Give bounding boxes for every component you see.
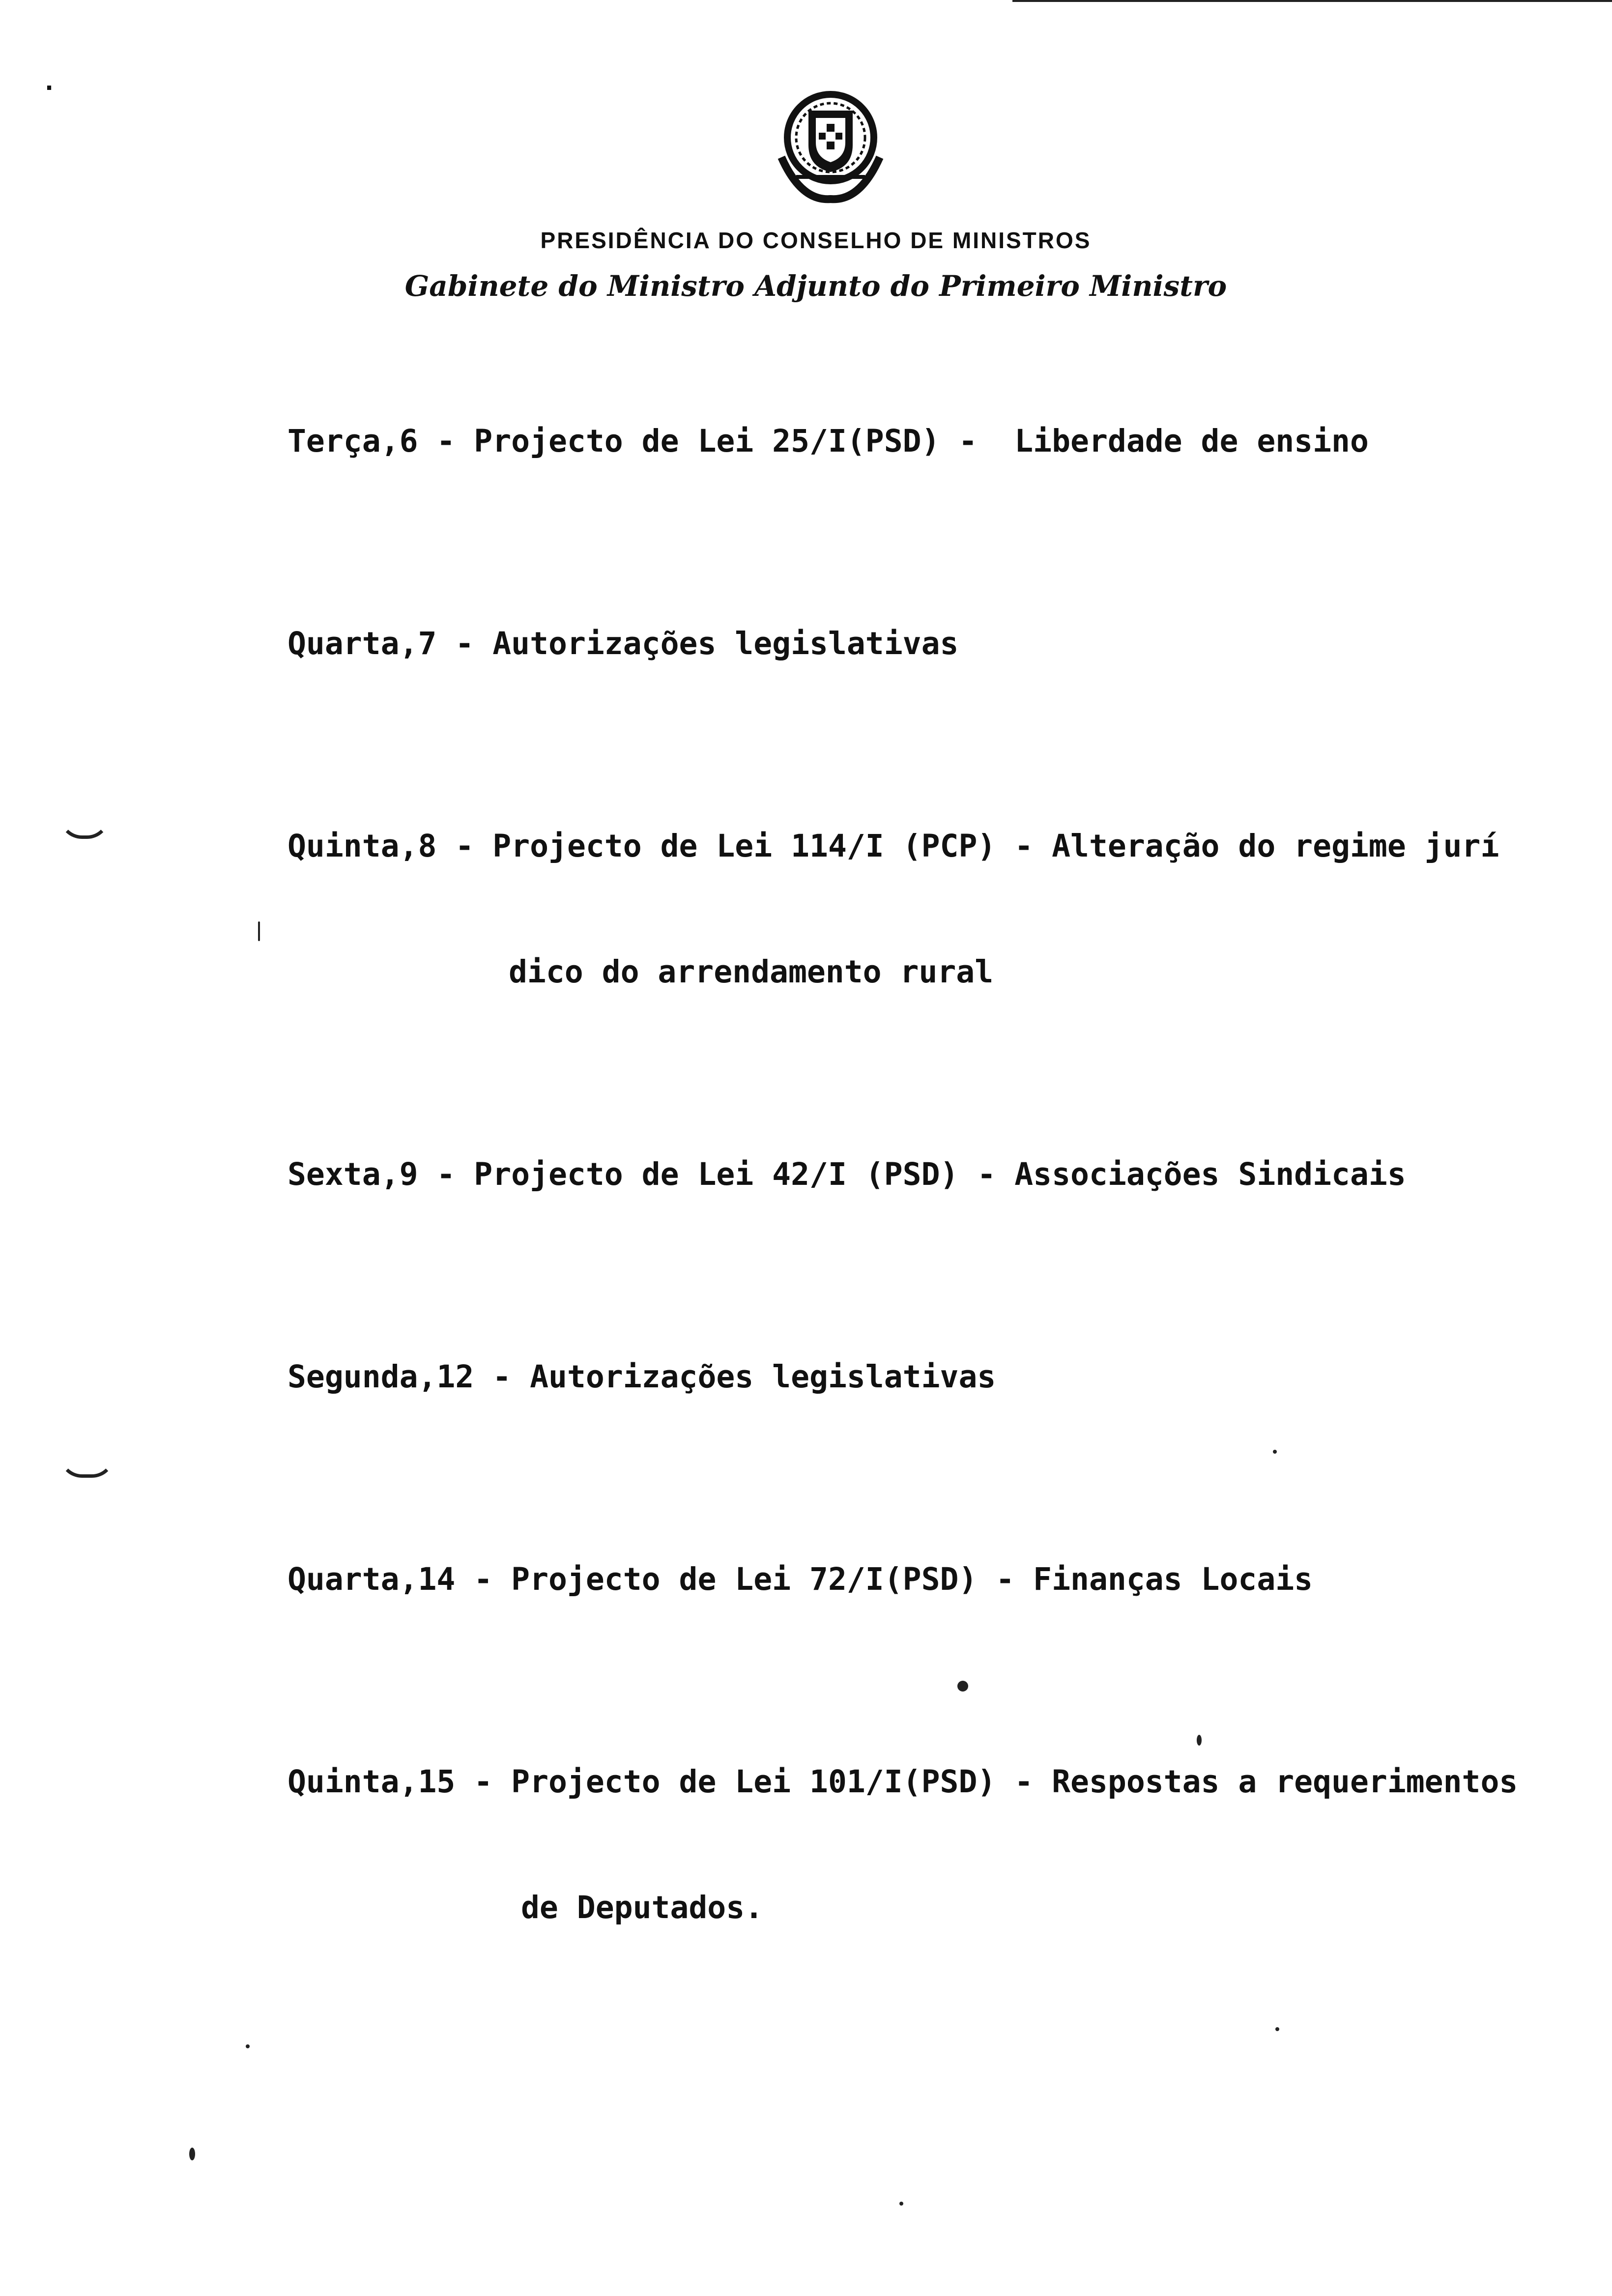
scan-speck — [1275, 2027, 1279, 2031]
scan-speck — [1197, 1735, 1202, 1746]
scan-speck — [957, 1681, 968, 1692]
header-subtitle: Gabinete do Ministro Adjunto do Primeiro Ministro — [404, 269, 1227, 303]
agenda-entry-text: Quarta,14 - Projecto de Lei 72/I(PSD) - Finanças Locais — [288, 1561, 1313, 1597]
agenda-entry-text: Quarta,7 - Autorizações legislativas — [288, 626, 959, 661]
agenda-entry — [288, 364, 1595, 527]
agenda-entry-text: Terça,6 - Projecto de Lei 25/I(PSD) - Liberdade de ensino — [288, 423, 1369, 459]
agenda-list — [288, 364, 1595, 1993]
agenda-entry — [288, 1502, 1595, 1665]
punch-hole-mark — [59, 816, 110, 839]
scan-speck — [189, 2148, 195, 2160]
coat-of-arms-icon — [767, 88, 894, 211]
agenda-entry-continuation: de Deputados. — [521, 1890, 764, 1925]
scan-speck — [899, 2202, 903, 2206]
agenda-entry — [288, 1299, 1595, 1463]
agenda-entry-text: Segunda,12 - Autorizações legislativas — [288, 1359, 996, 1395]
agenda-entry — [288, 566, 1595, 729]
scan-speck — [1273, 1450, 1277, 1454]
scan-speck — [246, 2044, 250, 2048]
header-title: PRESIDÊNCIA DO CONSELHO DE MINISTROS — [540, 228, 1092, 253]
margin-handwritten-mark: · — [42, 74, 57, 102]
agenda-entry-continuation: dico do arrendamento rural — [509, 954, 994, 990]
agenda-entry — [288, 769, 1595, 1058]
top-border-line — [1012, 0, 1612, 2]
agenda-entry-text: Sexta,9 - Projecto de Lei 42/I (PSD) - Associações Sindicais — [288, 1156, 1406, 1192]
scan-speck — [258, 921, 260, 941]
agenda-entry-text: Quinta,8 - Projecto de Lei 114/I (PCP) - Alteração do regime jurí — [288, 828, 1499, 864]
agenda-entry-text: Quinta,15 - Projecto de Lei 101/I(PSD) - Respostas a requerimentos — [288, 1764, 1518, 1800]
agenda-entry — [288, 1704, 1595, 1993]
punch-hole-mark — [59, 1455, 115, 1478]
agenda-entry — [288, 1097, 1595, 1260]
